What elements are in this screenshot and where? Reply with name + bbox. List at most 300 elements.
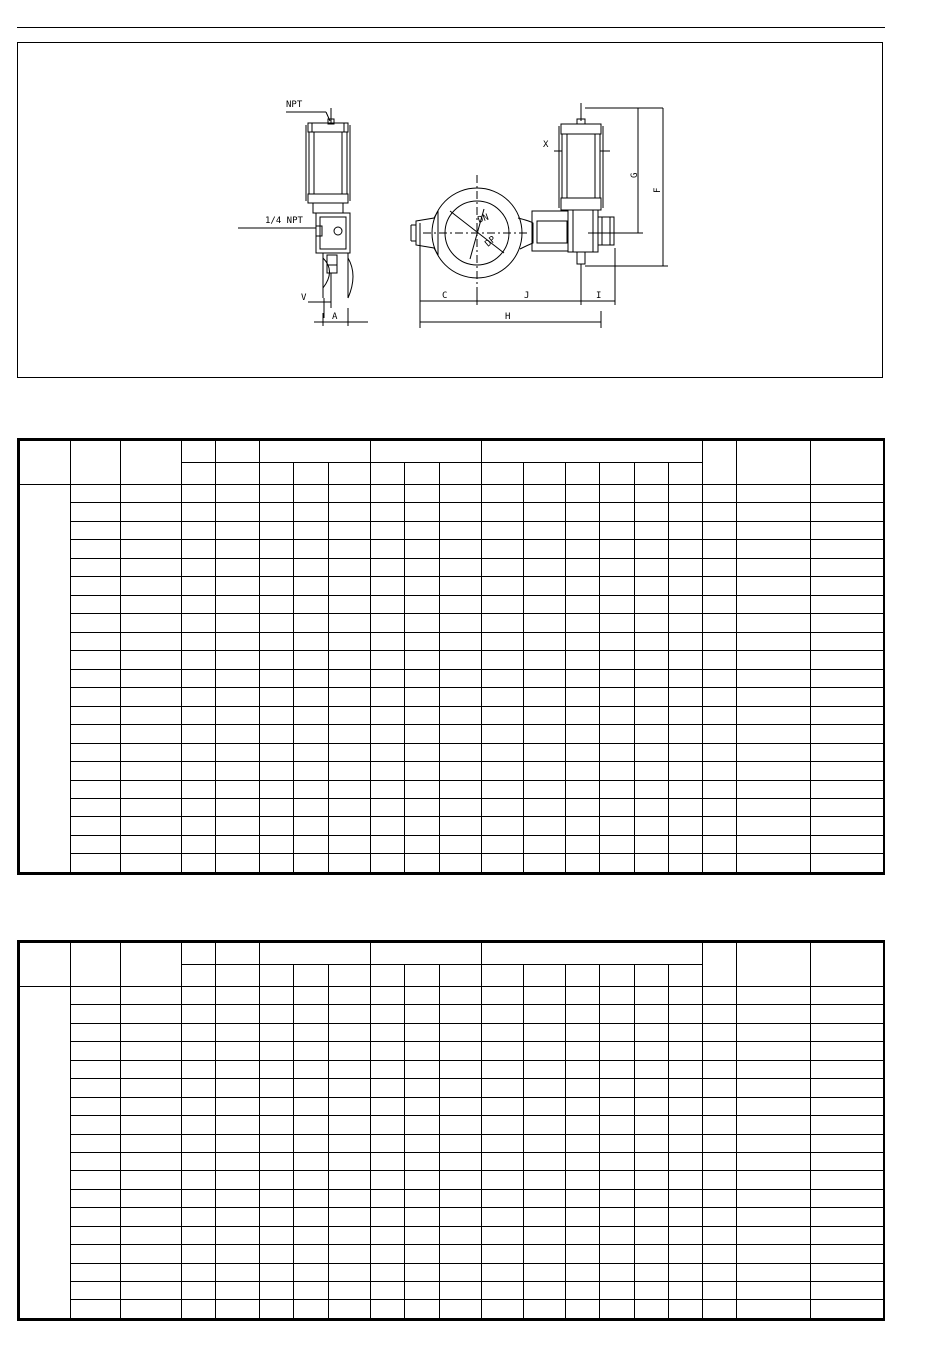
table-cell — [405, 1097, 440, 1115]
table-cell — [635, 798, 669, 816]
table-cell — [121, 1171, 182, 1189]
table-cell — [737, 1042, 811, 1060]
table-cell — [811, 503, 884, 521]
table-cell — [440, 1245, 482, 1263]
table-cell — [329, 1226, 371, 1244]
table-cell — [182, 1171, 216, 1189]
table-cell — [811, 798, 884, 816]
table-cell — [566, 706, 600, 724]
table-cell — [371, 688, 405, 706]
table-cell — [329, 1282, 371, 1300]
table-cell — [121, 1023, 182, 1041]
table-cell — [71, 651, 121, 669]
table-cell — [440, 577, 482, 595]
table-cell — [440, 558, 482, 576]
table-cell — [600, 577, 635, 595]
table-cell — [71, 1171, 121, 1189]
table-cell — [371, 669, 405, 687]
table-cell — [737, 1189, 811, 1207]
table-cell — [482, 1079, 524, 1097]
table-cell — [669, 1282, 703, 1300]
table-cell — [703, 651, 737, 669]
table-cell — [260, 503, 294, 521]
table-cell — [121, 817, 182, 835]
table-cell — [260, 632, 294, 650]
table-cell — [566, 1282, 600, 1300]
table-cell — [71, 1282, 121, 1300]
table-row — [20, 595, 884, 613]
table-cell — [216, 1282, 260, 1300]
table-cell — [669, 1042, 703, 1060]
table-cell — [371, 1005, 405, 1023]
table-cell — [260, 688, 294, 706]
table-cell — [635, 632, 669, 650]
table-cell — [669, 1171, 703, 1189]
table-cell — [216, 558, 260, 576]
table-cell — [669, 762, 703, 780]
table-cell — [635, 1189, 669, 1207]
table-cell — [524, 485, 566, 503]
header-cell — [260, 965, 294, 987]
table-cell — [811, 1042, 884, 1060]
table-cell — [71, 614, 121, 632]
table-cell — [121, 540, 182, 558]
table-cell — [440, 1208, 482, 1226]
table-cell — [524, 1060, 566, 1078]
table-cell — [811, 632, 884, 650]
table-cell — [260, 1097, 294, 1115]
table-cell — [260, 798, 294, 816]
table-cell — [440, 651, 482, 669]
table-cell — [71, 743, 121, 761]
table-cell — [600, 503, 635, 521]
table-cell — [600, 762, 635, 780]
table-cell — [635, 1134, 669, 1152]
table-cell — [811, 614, 884, 632]
table-cell — [703, 688, 737, 706]
table-cell — [482, 1060, 524, 1078]
table-cell — [121, 1226, 182, 1244]
table-cell — [703, 632, 737, 650]
table-row — [20, 1152, 884, 1170]
table-cell — [600, 1208, 635, 1226]
table-cell — [260, 614, 294, 632]
table-cell — [440, 632, 482, 650]
table-cell — [703, 1134, 737, 1152]
table-cell — [260, 1152, 294, 1170]
table-cell — [811, 762, 884, 780]
table-row — [20, 558, 884, 576]
table-cell — [635, 1060, 669, 1078]
table-cell — [405, 987, 440, 1005]
table-cell — [294, 780, 329, 798]
table-cell — [294, 485, 329, 503]
table-cell — [71, 1300, 121, 1319]
table-cell — [440, 1005, 482, 1023]
header-cell — [811, 943, 884, 987]
table-row — [20, 1023, 884, 1041]
table-cell — [482, 688, 524, 706]
table-cell — [405, 614, 440, 632]
table-cell — [811, 1079, 884, 1097]
table-cell — [600, 688, 635, 706]
table-cell — [182, 503, 216, 521]
table-cell — [294, 558, 329, 576]
table-cell — [669, 1134, 703, 1152]
table-cell — [669, 558, 703, 576]
table-cell — [524, 987, 566, 1005]
table-cell — [440, 817, 482, 835]
table-cell — [294, 1023, 329, 1041]
table-cell — [703, 1116, 737, 1134]
table-cell — [121, 1152, 182, 1170]
table-cell — [121, 1005, 182, 1023]
table-cell — [121, 1245, 182, 1263]
table-cell — [524, 706, 566, 724]
header-cell — [600, 463, 635, 485]
table-cell — [737, 632, 811, 650]
table-cell — [182, 669, 216, 687]
table-cell — [405, 1152, 440, 1170]
table-cell — [703, 817, 737, 835]
table-cell — [294, 817, 329, 835]
table-cell — [440, 1282, 482, 1300]
table-cell — [440, 835, 482, 853]
table-cell — [182, 1005, 216, 1023]
table-cell — [669, 540, 703, 558]
table-cell — [371, 595, 405, 613]
table-cell — [482, 743, 524, 761]
table-cell — [371, 1282, 405, 1300]
table-cell — [703, 595, 737, 613]
table-cell — [71, 1208, 121, 1226]
table-cell — [216, 503, 260, 521]
table-row — [20, 669, 884, 687]
table-cell — [524, 1116, 566, 1134]
table-cell — [260, 1060, 294, 1078]
table-cell — [482, 558, 524, 576]
table-cell — [566, 1263, 600, 1281]
table-cell — [260, 540, 294, 558]
header-cell — [703, 943, 737, 987]
table-cell — [216, 1171, 260, 1189]
table-cell — [329, 1060, 371, 1078]
table-cell — [440, 1116, 482, 1134]
table-cell — [440, 669, 482, 687]
table-cell — [703, 1042, 737, 1060]
group-cell — [20, 485, 71, 873]
table-cell — [635, 1226, 669, 1244]
table-cell — [482, 780, 524, 798]
table-cell — [440, 540, 482, 558]
table-cell — [524, 1226, 566, 1244]
table-cell — [371, 1171, 405, 1189]
table-cell — [737, 987, 811, 1005]
table-cell — [182, 854, 216, 873]
table-cell — [294, 521, 329, 539]
table-cell — [182, 706, 216, 724]
table-cell — [371, 540, 405, 558]
table-cell — [482, 651, 524, 669]
table-cell — [600, 485, 635, 503]
table-cell — [216, 1097, 260, 1115]
table-row — [20, 540, 884, 558]
table-cell — [294, 1171, 329, 1189]
table-cell — [71, 1245, 121, 1263]
table-cell — [482, 1116, 524, 1134]
header-cell — [440, 463, 482, 485]
table-cell — [405, 669, 440, 687]
table-cell — [566, 743, 600, 761]
table-cell — [635, 558, 669, 576]
table-cell — [294, 1134, 329, 1152]
table-cell — [600, 798, 635, 816]
table-cell — [329, 987, 371, 1005]
table-cell — [71, 577, 121, 595]
table-cell — [329, 595, 371, 613]
table-cell — [405, 651, 440, 669]
table-cell — [440, 1300, 482, 1319]
table-cell — [260, 1023, 294, 1041]
table-cell — [524, 1023, 566, 1041]
table-cell — [635, 987, 669, 1005]
table-cell — [524, 762, 566, 780]
table-cell — [405, 1300, 440, 1319]
table-cell — [524, 817, 566, 835]
table-cell — [566, 1208, 600, 1226]
table-cell — [121, 669, 182, 687]
table-cell — [371, 1079, 405, 1097]
table-cell — [216, 614, 260, 632]
table-row — [20, 577, 884, 595]
header-cell — [371, 965, 405, 987]
table-cell — [371, 632, 405, 650]
table-cell — [600, 558, 635, 576]
table-cell — [669, 798, 703, 816]
table-cell — [294, 1152, 329, 1170]
table-cell — [440, 1042, 482, 1060]
table-cell — [703, 1245, 737, 1263]
table-cell — [216, 595, 260, 613]
table-cell — [703, 577, 737, 595]
table-cell — [669, 1023, 703, 1041]
table-cell — [329, 743, 371, 761]
front-view — [411, 103, 668, 328]
table-cell — [811, 1152, 884, 1170]
table-cell — [405, 743, 440, 761]
table-cell — [482, 1134, 524, 1152]
table-cell — [216, 725, 260, 743]
table-cell — [405, 577, 440, 595]
table-cell — [182, 521, 216, 539]
table-cell — [566, 1245, 600, 1263]
table-cell — [600, 743, 635, 761]
table-cell — [811, 1005, 884, 1023]
table-cell — [811, 780, 884, 798]
table-cell — [121, 521, 182, 539]
table-cell — [482, 1023, 524, 1041]
table-cell — [182, 798, 216, 816]
table-cell — [737, 1300, 811, 1319]
table-cell — [216, 1005, 260, 1023]
table-cell — [669, 614, 703, 632]
table-row — [20, 503, 884, 521]
table-cell — [294, 669, 329, 687]
table-cell — [329, 614, 371, 632]
table-cell — [216, 835, 260, 853]
table-cell — [260, 1116, 294, 1134]
table-cell — [635, 669, 669, 687]
table-cell — [371, 817, 405, 835]
table-cell — [405, 762, 440, 780]
table-cell — [294, 1042, 329, 1060]
table-cell — [482, 1005, 524, 1023]
table-cell — [71, 854, 121, 873]
table-cell — [405, 1282, 440, 1300]
table-cell — [566, 1005, 600, 1023]
header-cell — [182, 463, 216, 485]
table-cell — [216, 1042, 260, 1060]
table-cell — [121, 743, 182, 761]
table-cell — [737, 1116, 811, 1134]
table-cell — [216, 1189, 260, 1207]
table-cell — [600, 725, 635, 743]
label-a: A — [332, 312, 338, 322]
table-cell — [71, 503, 121, 521]
table-row — [20, 1171, 884, 1189]
table-cell — [260, 725, 294, 743]
table-cell — [737, 503, 811, 521]
table-cell — [71, 521, 121, 539]
table-cell — [405, 485, 440, 503]
table-cell — [216, 1079, 260, 1097]
table-cell — [71, 1097, 121, 1115]
header-cell — [182, 965, 216, 987]
table-cell — [405, 1116, 440, 1134]
table-cell — [524, 725, 566, 743]
table-cell — [260, 595, 294, 613]
table-cell — [294, 835, 329, 853]
table-cell — [600, 1079, 635, 1097]
table-cell — [811, 743, 884, 761]
table-cell — [669, 1152, 703, 1170]
table-cell — [600, 817, 635, 835]
table-cell — [121, 835, 182, 853]
label-npt: NPT — [286, 100, 303, 110]
table-cell — [182, 1245, 216, 1263]
label-j: J — [524, 291, 530, 301]
header-cell — [216, 943, 260, 965]
table-cell — [329, 798, 371, 816]
table-cell — [182, 632, 216, 650]
table-cell — [482, 1152, 524, 1170]
header-cell — [121, 441, 182, 485]
table-cell — [669, 987, 703, 1005]
table-cell — [121, 688, 182, 706]
table-cell — [440, 521, 482, 539]
table-cell — [71, 1005, 121, 1023]
table-cell — [182, 987, 216, 1005]
table-cell — [566, 669, 600, 687]
table-cell — [371, 1245, 405, 1263]
group-cell — [20, 987, 71, 1319]
table-cell — [216, 1226, 260, 1244]
table-cell — [121, 632, 182, 650]
table-cell — [669, 632, 703, 650]
table-cell — [182, 1079, 216, 1097]
table-cell — [703, 1263, 737, 1281]
table-cell — [737, 1226, 811, 1244]
table-cell — [811, 485, 884, 503]
table-cell — [524, 1171, 566, 1189]
table-cell — [669, 1005, 703, 1023]
table-cell — [703, 558, 737, 576]
table-row — [20, 706, 884, 724]
table-cell — [482, 485, 524, 503]
table-cell — [71, 1263, 121, 1281]
header-cell — [635, 965, 669, 987]
table-cell — [524, 1134, 566, 1152]
table-cell — [703, 503, 737, 521]
table-cell — [71, 1060, 121, 1078]
table-cell — [294, 987, 329, 1005]
table-cell — [294, 854, 329, 873]
header-cell — [703, 441, 737, 485]
table-cell — [371, 503, 405, 521]
table-cell — [600, 1042, 635, 1060]
table-cell — [440, 1263, 482, 1281]
table-cell — [182, 485, 216, 503]
table-cell — [703, 485, 737, 503]
table-cell — [566, 540, 600, 558]
table-cell — [294, 1245, 329, 1263]
table-cell — [811, 1023, 884, 1041]
table-cell — [440, 1152, 482, 1170]
table-cell — [635, 540, 669, 558]
table-cell — [737, 817, 811, 835]
table-cell — [121, 706, 182, 724]
table-cell — [482, 503, 524, 521]
table-cell — [260, 1263, 294, 1281]
table-cell — [600, 1116, 635, 1134]
table-cell — [371, 1208, 405, 1226]
table-cell — [635, 1152, 669, 1170]
table-cell — [811, 521, 884, 539]
table-cell — [329, 1171, 371, 1189]
table-cell — [566, 987, 600, 1005]
table-cell — [329, 1263, 371, 1281]
table-cell — [524, 1152, 566, 1170]
table-cell — [482, 1042, 524, 1060]
table-cell — [121, 987, 182, 1005]
table-cell — [371, 987, 405, 1005]
table-cell — [600, 1282, 635, 1300]
table-cell — [703, 1023, 737, 1041]
header-cell — [600, 965, 635, 987]
table-cell — [329, 835, 371, 853]
table-cell — [405, 1263, 440, 1281]
table-cell — [329, 1152, 371, 1170]
table-cell — [600, 835, 635, 853]
table-cell — [669, 503, 703, 521]
table-cell — [703, 1152, 737, 1170]
table-cell — [329, 762, 371, 780]
table-cell — [71, 835, 121, 853]
table-cell — [669, 1097, 703, 1115]
table-cell — [669, 651, 703, 669]
header-cell — [121, 943, 182, 987]
table-cell — [182, 762, 216, 780]
